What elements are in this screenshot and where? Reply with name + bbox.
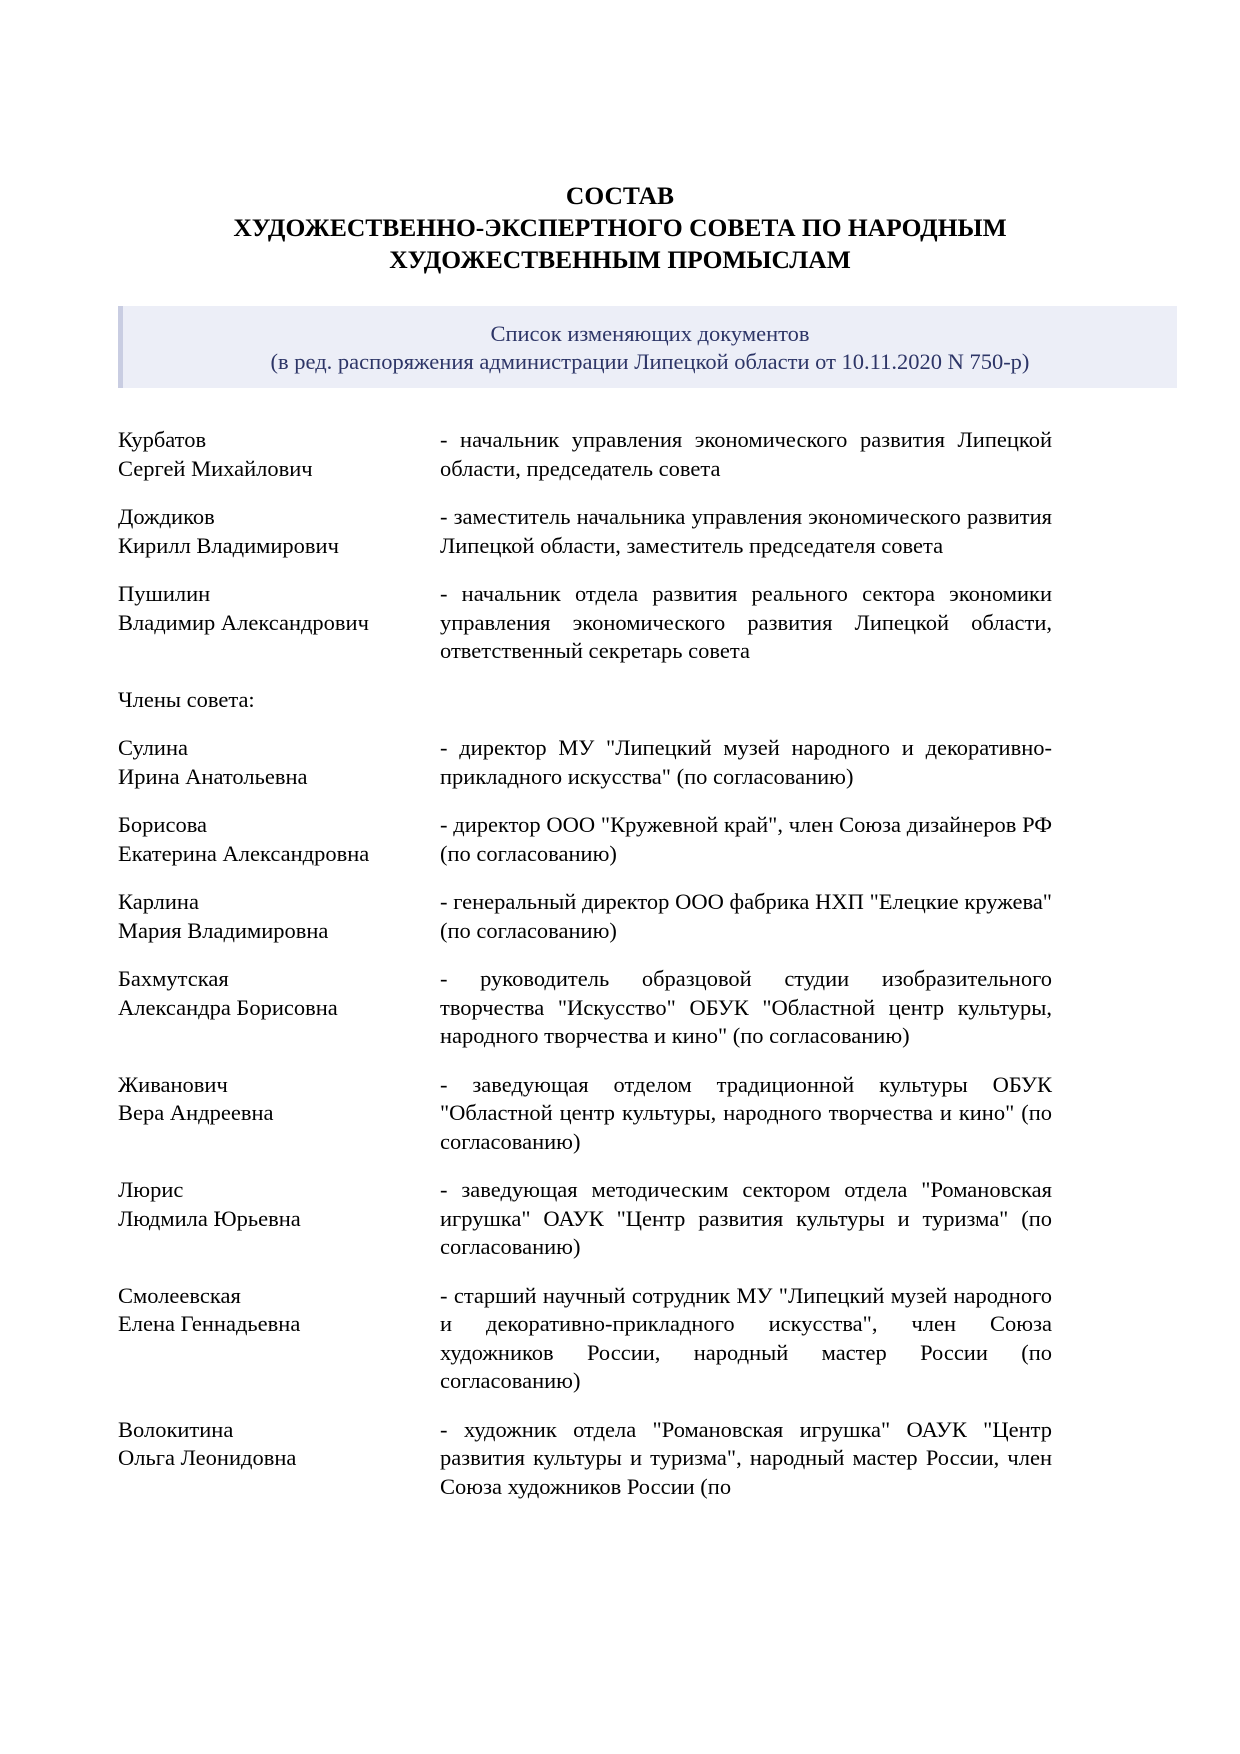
members-label: Члены совета:: [118, 686, 255, 712]
surname: Сулина: [118, 735, 189, 760]
surname: Живанович: [118, 1071, 228, 1097]
person-role: - заведующая методическим сектором отдела "Романовская игрушка" ОАУК "Центр развития культуры и туризма" (по согласованию): [440, 1177, 1052, 1259]
council-entry-deputy-chairman: [118, 503, 1052, 560]
council-member-entry: [118, 1282, 1052, 1396]
person-role: - руководитель образцовой студии изобразительного творчества "Искусство" ОБУК "Областной центр культуры, народного творчества и кино" (по согласованию): [440, 966, 1052, 1048]
given-names: Сергей Михайлович: [118, 455, 313, 481]
surname: Курбатов: [118, 427, 207, 452]
surname: Борисова: [118, 812, 208, 837]
person-name: [118, 503, 440, 560]
person-role: - директор ООО "Кружевной край", член Союза дизайнеров РФ (по согласованию): [440, 812, 1052, 866]
person-name: [118, 1071, 440, 1157]
person-role: - художник отдела "Романовская игрушка" ОАУК "Центр развития культуры и туризма", народный мастер России, член Союза художников России (по: [440, 1416, 1052, 1499]
person-role: - заведующая отделом традиционной культуры ОБУК "Областной центр культуры, народного творчества и кино" (по согласованию): [440, 1071, 1052, 1154]
person-name: [118, 1416, 440, 1502]
given-names: Людмила Юрьевна: [118, 1205, 301, 1231]
person-role: - генеральный директор ООО фабрика НХП "Елецкие кружева" (по согласованию): [440, 889, 1052, 943]
person-role: - начальник управления экономического развития Липецкой области, председатель совета: [440, 427, 1052, 481]
person-name: [118, 426, 440, 483]
given-names: Елена Геннадьевна: [118, 1311, 301, 1336]
given-names: Екатерина Александровна: [118, 840, 370, 866]
council-entry-secretary: [118, 580, 1052, 666]
amendments-box: [118, 306, 1177, 388]
person-name: [118, 734, 440, 791]
surname: Люрис: [118, 1177, 184, 1202]
person-role: - старший научный сотрудник МУ "Липецкий музей народного и декоративно-прикладного искусства", член Союза художников России, народный мастер России (по согласованию): [440, 1282, 1052, 1393]
person-name: [118, 965, 440, 1051]
given-names: Александра Борисовна: [118, 994, 338, 1020]
surname: Пушилин: [118, 581, 211, 606]
council-member-entry: [118, 734, 1052, 791]
surname: Карлина: [118, 889, 199, 914]
council-list: [118, 426, 1052, 1521]
given-names: Ольга Леонидовна: [118, 1445, 297, 1470]
page-title: СОСТАВ: [565, 181, 675, 210]
surname: Бахмутская: [118, 966, 229, 991]
council-member-entry: [118, 1416, 1052, 1502]
person-name: [118, 1176, 440, 1262]
given-names: Мария Владимировна: [118, 917, 329, 943]
council-member-entry: [118, 965, 1052, 1051]
amendments-title: Список изменяющих документов: [490, 321, 810, 346]
person-role: - директор МУ "Липецкий музей народного и декоративно-прикладного искусства" (по согласованию): [440, 735, 1052, 789]
council-member-entry: [118, 1071, 1052, 1157]
page-subtitle-line-1: ХУДОЖЕСТВЕННО-ЭКСПЕРТНОГО СОВЕТА ПО НАРОДНЫМ: [233, 213, 1007, 242]
page-subtitle-line-2: ХУДОЖЕСТВЕННЫМ ПРОМЫСЛАМ: [389, 245, 851, 274]
members-heading-row: [118, 686, 1052, 715]
surname: Волокитина: [118, 1416, 234, 1442]
given-names: Владимир Александрович: [118, 609, 369, 635]
given-names: Кирилл Владимирович: [118, 532, 339, 558]
council-member-entry: [118, 1176, 1052, 1262]
person-name: [118, 1282, 440, 1396]
person-name: [118, 888, 440, 945]
council-member-entry: [118, 888, 1052, 945]
council-member-entry: [118, 811, 1052, 868]
surname: Смолеевская: [118, 1282, 241, 1308]
person-role: - начальник отдела развития реального сектора экономики управления экономического развития Липецкой области, ответственный секретарь совета: [440, 581, 1052, 663]
given-names: Вера Андреевна: [118, 1100, 274, 1125]
council-entry-chairman: [118, 426, 1052, 483]
amendments-detail: (в ред. распоряжения администрации Липецкой области от 10.11.2020 N 750-р): [270, 349, 1030, 374]
person-name: [118, 811, 440, 868]
given-names: Ирина Анатольевна: [118, 763, 308, 789]
person-role: - заместитель начальника управления экономического развития Липецкой области, заместитель председателя совета: [440, 504, 1052, 558]
person-name: [118, 580, 440, 666]
surname: Дождиков: [118, 504, 215, 529]
